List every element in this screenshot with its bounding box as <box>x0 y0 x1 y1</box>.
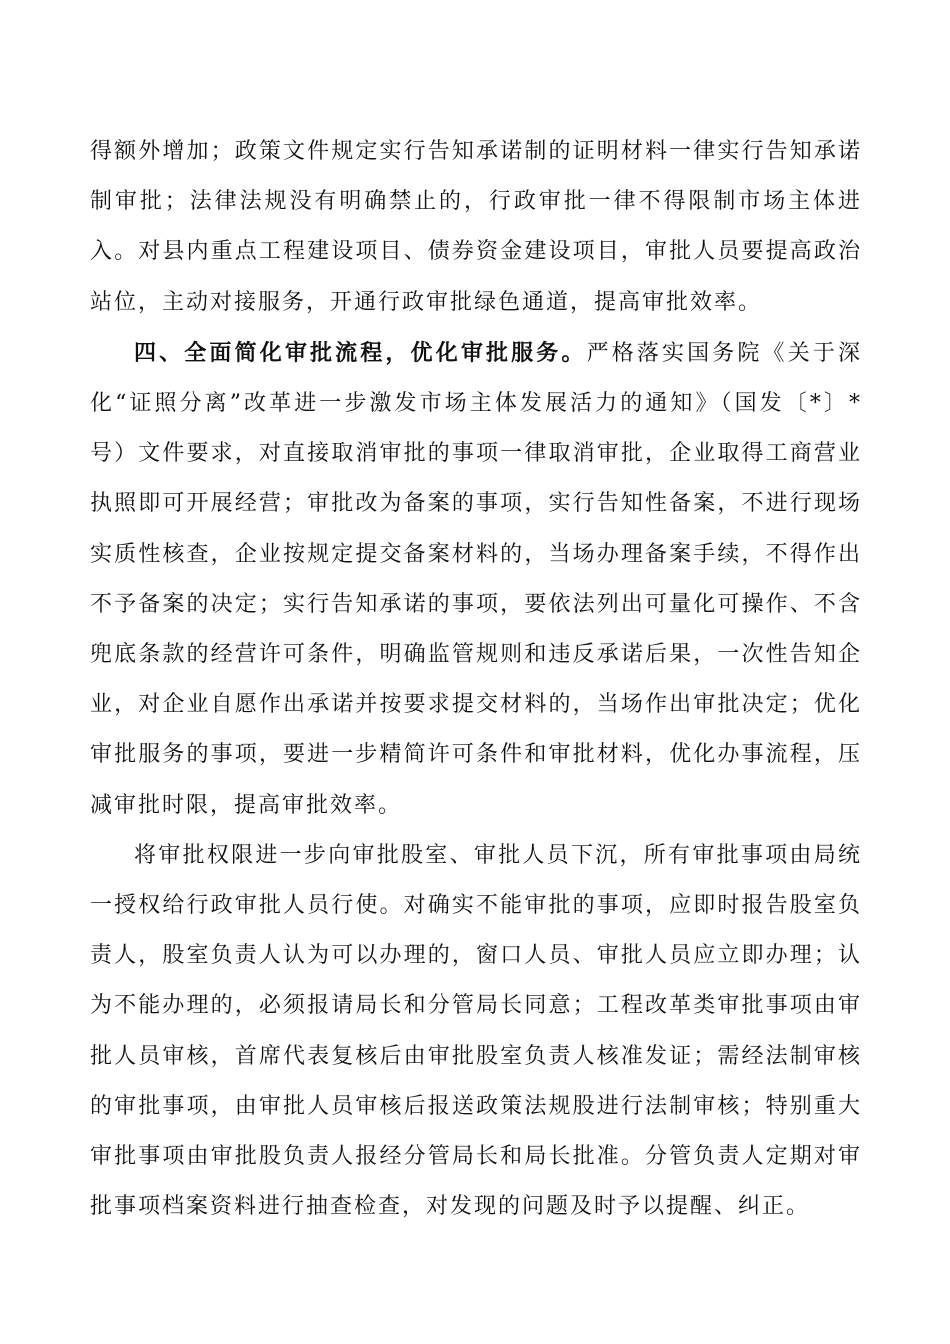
document-body <box>90 127 862 1232</box>
paragraph-text: 得额外增加；政策文件规定实行告知承诺制的证明材料一律实行告知承诺制审批；法律法规没有明确禁止的，行政审批一律不得限制市场主体进入。对县内重点工程建设项目、债券资金建设项目，审批人员要提高政治站位，主动对接服务，开通行政审批绿色通道，提高审批效率。 <box>90 139 862 315</box>
section-heading: 四、全面简化审批流程，优化审批服务。 <box>134 339 587 366</box>
paragraph-text: 严格落实国务院《关于深化“证照分离”改革进一步激发市场主体发展活力的通知》（国发〔*〕*号）文件要求，对直接取消审批的事项一律取消审批，企业取得工商营业执照即可开展经营；审批改为备案的事项，实行告知性备案，不进行现场实质性核查，企业按规定提交备案材料的，当场办理备案手续，不得作出不予备案的决定；实行告知承诺的事项，要依法列出可量化可操作、不含兜底条款的经营许可条件，明确监管规则和违反承诺后果，一次性告知企业，对企业自愿作出承诺并按要求提交材料的，当场作出审批决定；优化审批服务的事项，要进一步精简许可条件和审批材料，优化办事流程，压减审批时限，提高审批效率。 <box>90 340 862 818</box>
paragraph-text: 将审批权限进一步向审批股室、审批人员下沉，所有审批事项由局统一授权给行政审批人员行使。对确实不能审批的事项，应即时报告股室负责人，股室负责人认为可以办理的，窗口人员、审批人员应立即办理；认为不能办理的，必须报请局长和分管局长同意；工程改革类审批事项由审批人员审核，首席代表复核后由审批股室负责人核准发证；需经法制审核的审批事项，由审批人员审核后报送政策法规股进行法制审核；特别重大审批事项由审批股负责人报经分管局长和局长批准。分管负责人定期对审批事项档案资料进行抽查检查，对发现的问题及时予以提醒、纠正。 <box>90 842 862 1220</box>
paragraph-section-four <box>90 328 862 831</box>
paragraph-continuation <box>90 127 862 328</box>
paragraph-authority <box>90 831 862 1233</box>
